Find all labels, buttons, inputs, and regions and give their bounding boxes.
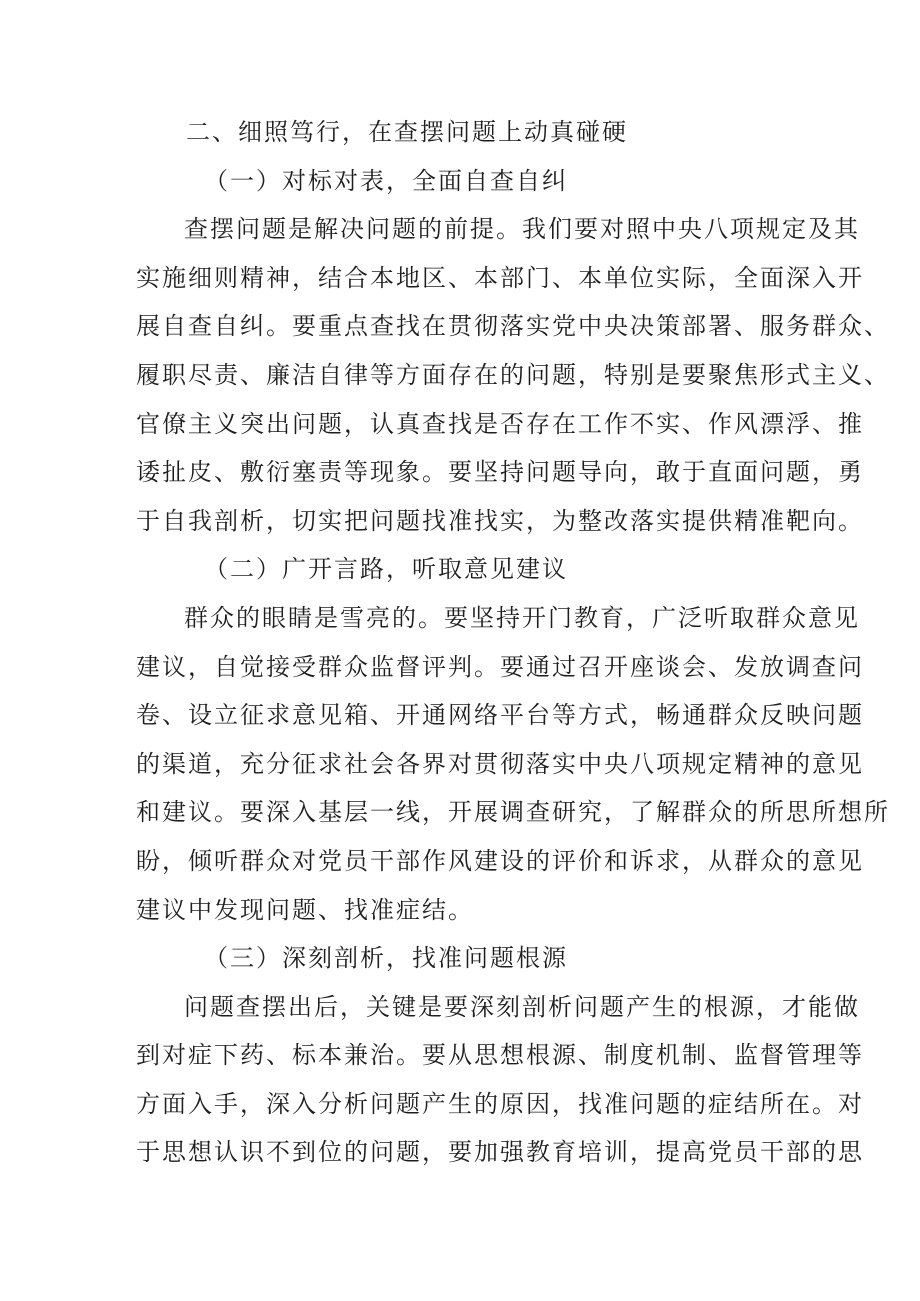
paragraph-line: 建议，自觉接受群众监督评判。要通过召开座谈会、发放调查问 — [136, 652, 864, 681]
paragraph-line: 于自我剖析，切实把问题找准找实，为整改落实提供精准靶向。 — [136, 506, 864, 535]
paragraph-line: 和建议。要深入基层一线，开展调查研究，了解群众的所思所想所 — [136, 798, 890, 827]
paragraph-line: 履职尽责、廉洁自律等方面存在的问题，特别是要聚焦形式主义、 — [136, 360, 890, 389]
paragraph-line: 的渠道，充分征求社会各界对贯彻落实中央八项规定精神的意见 — [136, 749, 864, 778]
paragraph-line: 查摆问题是解决问题的前提。我们要对照中央八项规定及其 — [184, 215, 860, 244]
paragraph-line: 实施细则精神，结合本地区、本部门、本单位实际，全面深入开 — [136, 263, 864, 292]
subsection-heading-2: （二）广开言路，听取意见建议 — [204, 555, 568, 584]
paragraph-line: 诿扯皮、敷衍塞责等现象。要坚持问题导向，敢于直面问题，勇 — [136, 458, 864, 487]
section-title: 二、细照笃行，在查摆问题上动真碰硬 — [186, 118, 628, 146]
paragraph-line: 群众的眼睛是雪亮的。要坚持开门教育，广泛听取群众意见 — [184, 603, 860, 632]
paragraph-line: 问题查摆出后，关键是要深刻剖析问题产生的根源，才能做 — [184, 992, 860, 1021]
subsection-heading-3: （三）深刻剖析，找准问题根源 — [204, 944, 568, 973]
subsection-heading-1: （一）对标对表，全面自查自纠 — [204, 166, 568, 195]
paragraph-line: 到对症下药、标本兼治。要从思想根源、制度机制、监督管理等 — [136, 1041, 864, 1070]
paragraph-line: 卷、设立征求意见箱、开通网络平台等方式，畅通群众反映问题 — [136, 701, 864, 730]
paragraph-line: 方面入手，深入分析问题产生的原因，找准问题的症结所在。对 — [136, 1089, 864, 1118]
paragraph-line: 盼，倾听群众对党员干部作风建设的评价和诉求，从群众的意见 — [136, 846, 864, 875]
document-body — [136, 108, 890, 1177]
paragraph-line: 建议中发现问题、找准症结。 — [136, 895, 474, 924]
paragraph-line: 于思想认识不到位的问题，要加强教育培训，提高党员干部的思 — [136, 1138, 864, 1167]
paragraph-line: 展自查自纠。要重点查找在贯彻落实党中央决策部署、服务群众、 — [136, 312, 890, 341]
paragraph-line: 官僚主义突出问题，认真查找是否存在工作不实、作风漂浮、推 — [136, 409, 864, 438]
